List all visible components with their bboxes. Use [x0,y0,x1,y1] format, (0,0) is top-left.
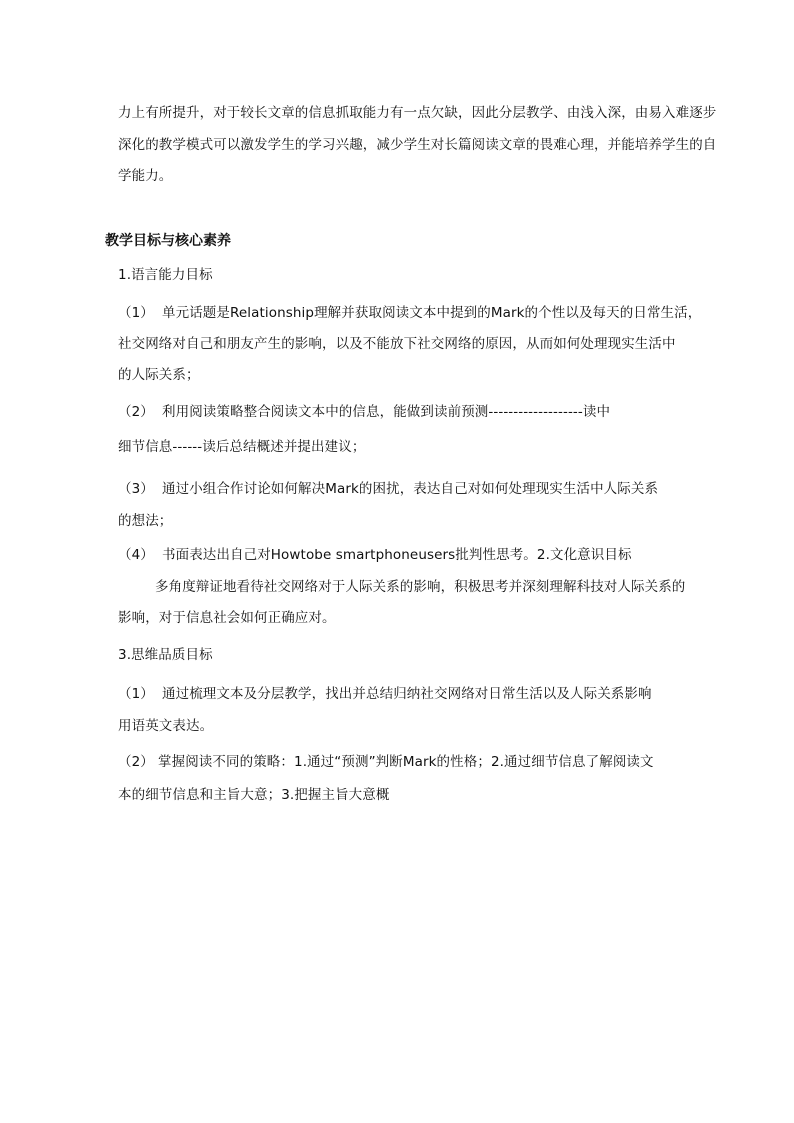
item-4-text: 书面表达出自己对Howtobe smartphoneusers批判性思考。2.文化意识目标 [162,547,632,563]
subsection-language-ability: 1.语言能力目标 [118,267,213,283]
culture-line-1: 多角度辩证地看待社交网络对于人际关系的影响，积极思考并深刻理解科技对人际关系的 [155,579,686,595]
item-3-line-2: 的想法； [118,513,173,529]
intro-line-2: 深化的教学模式可以激发学生的学习兴趣，减少学生对长篇阅读文章的畏难心理，并能培养学生的自 [118,137,717,153]
intro-line-1: 力上有所提升，对于较长文章的信息抓取能力有一点欠缺，因此分层教学、由浅入深，由易入难逐步 [118,105,717,121]
item-3-line-1 [118,479,658,499]
item-t1-text: 通过梳理文本及分层教学，找出并总结归纳社交网络对日常生活以及人际关系影响 [162,686,652,702]
item-t2-text: 掌握阅读不同的策略：1.通过“预测”判断Mark的性格；2.通过细节信息了解阅读文 [158,754,654,770]
item-t1-line-1 [118,684,652,704]
item-4-line-1 [118,545,632,565]
item-1-line-3: 的人际关系； [118,367,200,383]
item-2-text: 利用阅读策略整合阅读文本中的信息，能做到读前预测-------------------读中 [162,404,611,420]
item-3-text: 通过小组合作讨论如何解决Mark的困扰，表达自己对如何处理现实生活中人际关系 [162,481,659,497]
item-2-line-2: 细节信息------读后总结概述并提出建议； [118,439,366,455]
item-1-line-2: 社交网络对自己和朋友产生的影响，以及不能放下社交网络的原因，从而如何处理现实生活中 [118,336,676,352]
item-t2-line-2: 本的细节信息和主旨大意；3.把握主旨大意概 [118,787,390,803]
item-t1-number: （1） [118,686,154,702]
item-1-line-1 [118,303,701,323]
item-t2-number: （2） [118,754,154,770]
item-1-text: 单元话题是Relationship理解并获取阅读文本中提到的Mark的个性以及每天的日常生活， [162,305,702,321]
item-4-number: （4） [118,547,154,563]
item-t2-line-1 [118,752,654,772]
subsection-thinking-quality: 3.思维品质目标 [118,647,213,663]
intro-line-3: 学能力。 [118,168,173,184]
culture-line-2: 影响，对于信息社会如何正确应对。 [118,610,336,626]
item-2-number: （2） [118,404,154,420]
item-3-number: （3） [118,481,154,497]
section-title: 教学目标与核心素养 [105,233,231,249]
item-1-number: （1） [118,305,154,321]
item-t1-line-2: 用语英文表达。 [118,718,214,734]
item-2-line-1 [118,402,610,422]
